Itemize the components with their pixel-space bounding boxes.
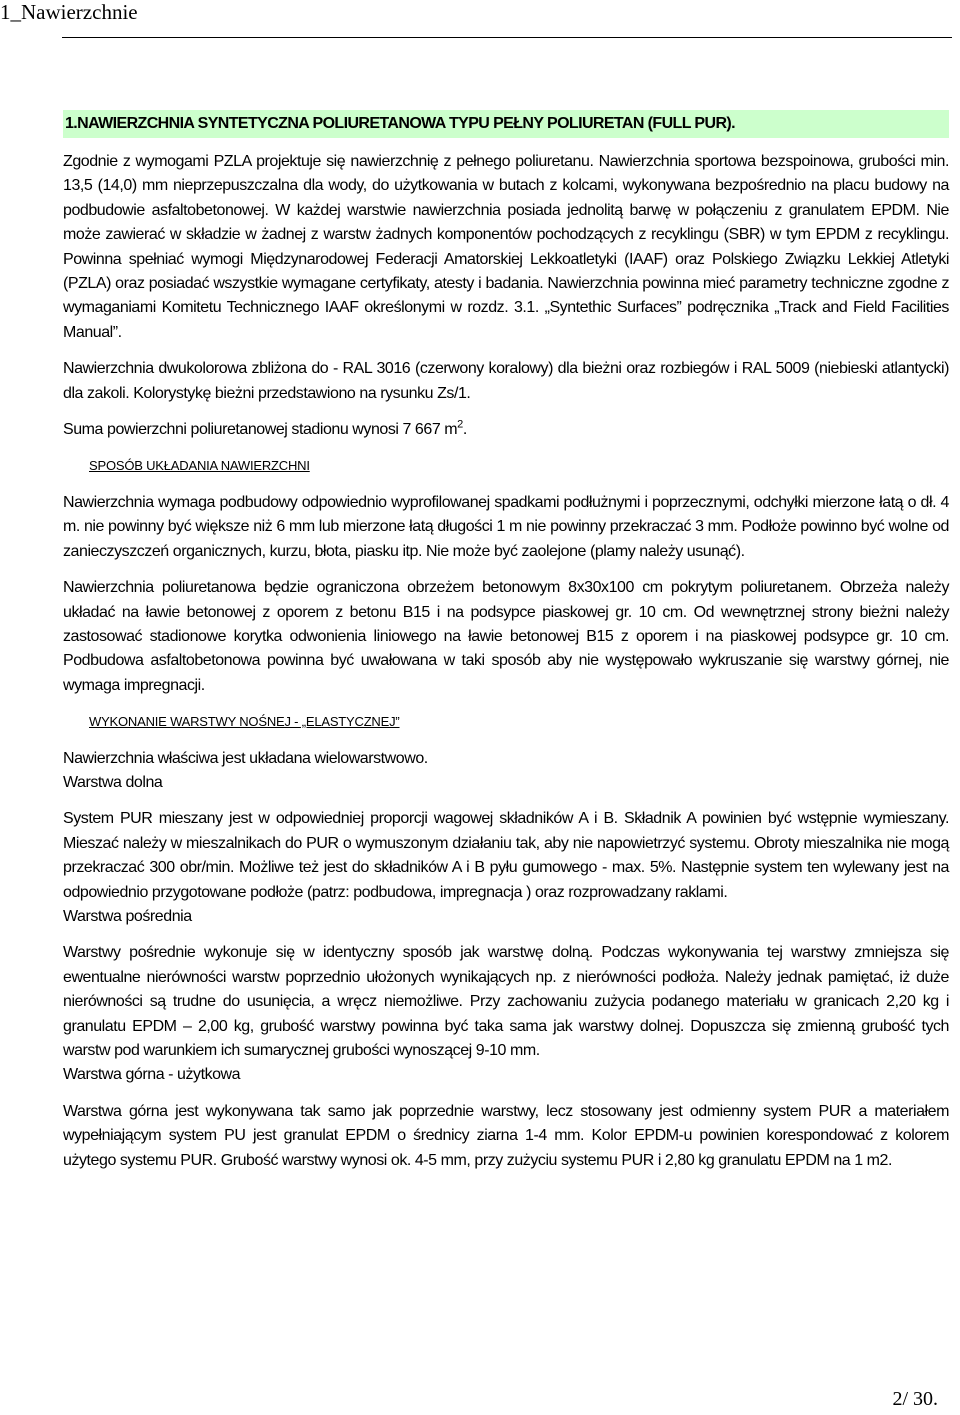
- middle-layer-label: Warstwa pośrednia: [63, 907, 192, 925]
- area-paragraph: [63, 418, 949, 442]
- base-paragraph: Nawierzchnia wymaga podbudowy odpowiednio wyprofilowanej spadkami podłużnymi i poprzecznymi, odchyłki mierzone łatą o dł. 4 m. nie powinny być większe niż 6 mm lub mierzone łatą długości 1 m nie powinny przekraczać 3 mm. Podłoże powinno być wolne od zanieczyszczeń organicznych, kurzu, błota, piasku itp. Nie może być zaolejone (plamy należy usunąć).: [63, 493, 949, 560]
- section-title-laying: SPOSÓB UKŁADANIA NAWIERZCHNI: [89, 458, 310, 474]
- intro-paragraph: Zgodnie z wymogami PZLA projektuje się nawierzchnię z pełnego poliuretanu. Nawierzchnia sportowa bezspoinowa, grubości min. 13,5 (14,0) mm nieprzepuszczalna dla wody, do użytkowania w butach z kolcami, wykonywana bezpośrednio na placu budowy na podbudowie asfaltobetonowej. W każdej warstwie nawierzchnia posiada jednolitą barwę w połączeniu z granulatem EPDM. Nie może zawierać w składzie w żadnej z warstw żadnych komponentów pochodzących z recyklingu (SBR) w tym EPDM z recyklingu. Powinna spełniać wymogi Międzynarodowej Federacji Amatorskiej Lekkoatletyki (IAAF) oraz Polskiego Związku Lekkiej Atletyki (PZLA) oraz posiadać wszystkie wymagane certyfikaty, atesty i badania. Nawierzchnia powinna mieć parametry techniczne zgodne z wymaganiami Komitetu Technicznego IAAF określonymi w rozdz. 3.1. „Syntethic Surfaces” podręcznika „Track and Field Facilities Manual”.: [63, 153, 949, 341]
- area-superscript: 2: [457, 418, 463, 431]
- document-header-title: 1_Nawierzchnie: [0, 0, 138, 24]
- top-layer-label: Warstwa górna - użytkowa: [63, 1066, 241, 1084]
- edge-paragraph: Nawierzchnia poliuretanowa będzie ograniczona obrzeżem betonowym 8x30x100 cm pokrytym poliuretanem. Obrzeża należy układać na ławie betonowej z oporem z betonu B15 i na podsypce piaskowej gr. 10 cm. Od wewnętrznej strony bieżni należy zastosować stadionowe korytka odwonienia liniowego na ławie betonowej B15 z oporem i na piaskowej podsypce gr. 10 cm. Podbudowa asfaltobetonowa powinna być uwałowana w taki sposób aby nie występowało wykruszanie się warstwy górnej, nie wymaga impregnacji.: [63, 579, 949, 694]
- area-end: .: [462, 421, 467, 439]
- section-title-elastic-layer: WYKONANIE WARSTWY NOŚNEJ - „ELASTYCZNEJ”: [89, 714, 400, 730]
- bottom-layer-label: Warstwa dolna: [63, 773, 163, 791]
- middle-layer-paragraph: Warstwy pośrednie wykonuje się w identyczny sposób jak warstwę dolną. Podczas wykonywania tej warstwy zmniejsza się ewentualne nierówności warstw poprzednio ułożonych wynikających np. z nierówności podłoża. Należy jednak pamiętać, iż duże nierówności są trudne do usunięcia, a wręcz niemożliwe. Przy zachowaniu zużycia podanego materiału w granicach 2,20 kg i granulatu EPDM – 2,00 kg, grubość warstwy powinna być taka sama jak warstwy dolnej. Dopuszcza się zmienną grubość tych warstw pod warunkiem ich sumarycznej grubości wynoszącej 9-10 mm.: [63, 944, 949, 1059]
- main-heading: 1.NAWIERZCHNIA SYNTETYCZNA POLIURETANOWA TYPU PEŁNY POLIURETAN (FULL PUR).: [63, 110, 949, 138]
- page-number: 2/ 30.: [892, 1388, 938, 1410]
- colors-paragraph: Nawierzchnia dwukolorowa zbliżona do - RAL 3016 (czerwony koralowy) dla bieżni oraz rozbiegów i RAL 5009 (niebieski atlantycki) dla zakoli. Kolorystykę bieżni przedstawiono na rysunku Zs/1.: [63, 360, 949, 402]
- multilayer-paragraph: Nawierzchnia właściwa jest układana wielowarstwowo.: [63, 749, 428, 767]
- top-layer-paragraph: Warstwa górna jest wykonywana tak samo jak poprzednie warstwy, lecz stosowany jest odmienny system PUR a materiałem wypełniającym system PU jest granulat EPDM o średnicy ziarna 1-4 mm. Kolor EPDM-u powinien korespondować z kolorem użytego systemu PUR. Grubość warstwy wynosi ok. 4-5 mm, przy zużyciu systemu PUR i 2,80 kg granulatu EPDM na 1 m2.: [63, 1102, 949, 1169]
- header-divider: [62, 37, 952, 38]
- bottom-layer-paragraph: System PUR mieszany jest w odpowiedniej proporcji wagowej składników A i B. Składnik A powinien być wstępnie wymieszany. Mieszać należy w mieszalnikach do PUR o wymuszonym działaniu tak, aby nie napowietrzyć systemu. Obroty mieszalnika nie mogą przekraczać 300 obr/min. Możliwe też jest do składników A i B pyłu gumowego - max. 5%. Następnie system ten wylewany jest na odpowiednio przygotowane podłoże (patrz: podbudowa, impregnacja ) oraz rozprowadzany raklami.: [63, 810, 949, 901]
- area-text: Suma powierzchni poliuretanowej stadionu wynosi 7 667 m: [63, 421, 458, 439]
- document-body: [63, 110, 949, 1173]
